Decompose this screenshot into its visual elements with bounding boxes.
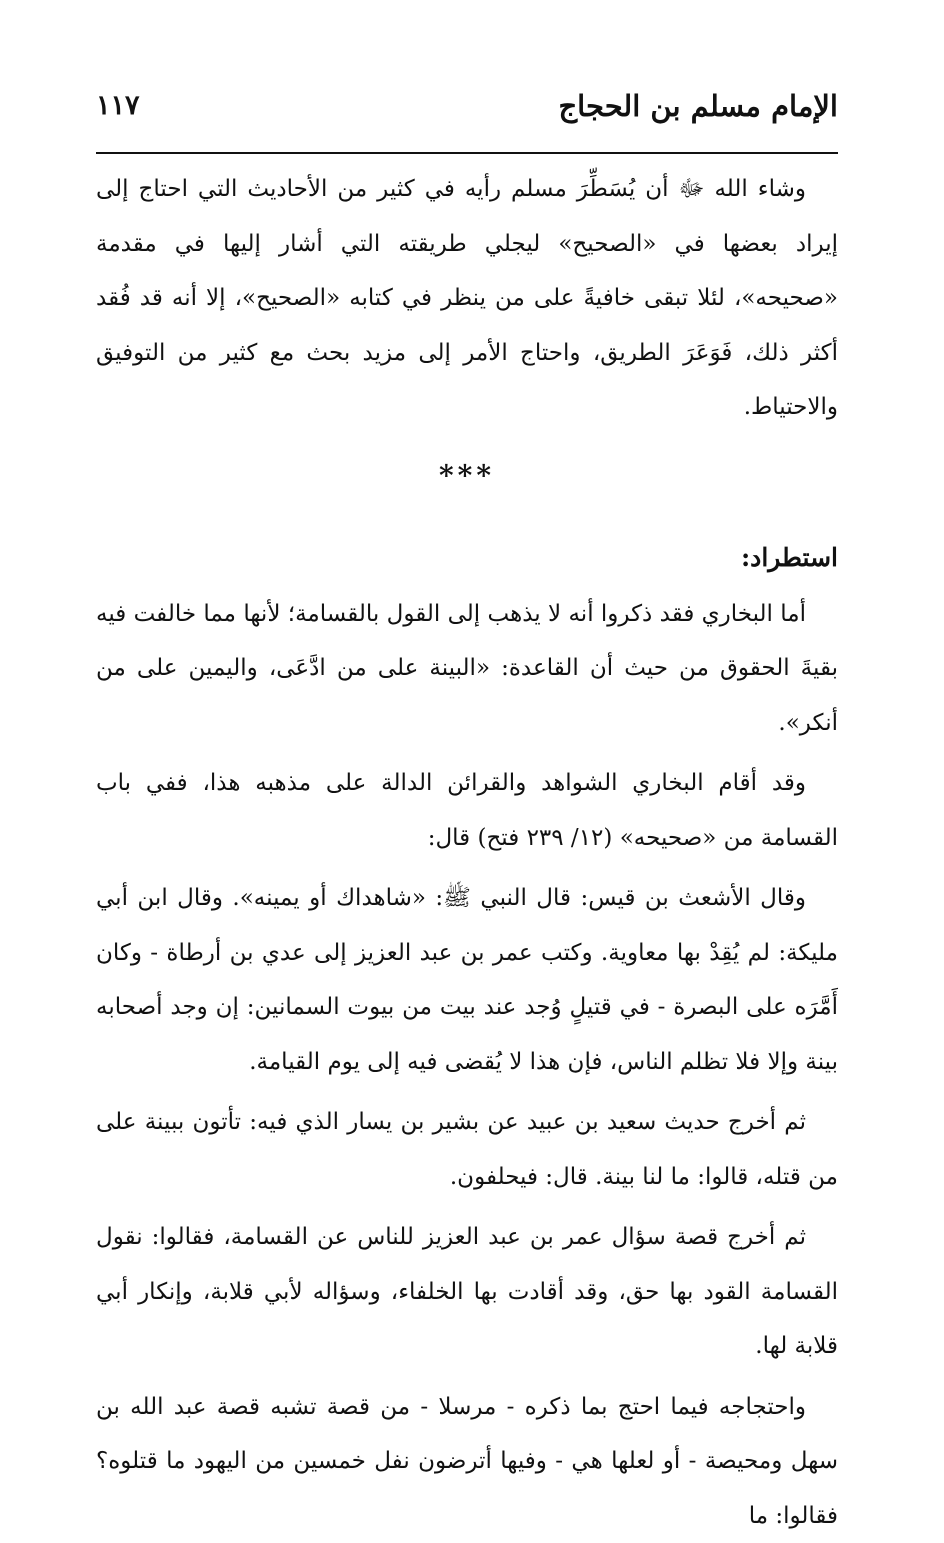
intro-paragraph: وشاء الله ﷻ أن يُسَطِّرَ مسلم رأيه في كثير من الأحاديث التي احتاج إلى إيراد بعضها في «الصحيح» ليجلي طريقته التي أشار إليها في مقدمة «صحيحه»، لئلا تبقى خافيةً على من ينظر في كتابه «الصحيح»، إلا أنه قد فُقد أكثر ذلك، فَوَعَرَ الطريق، واحتاج الأمر إلى مزيد بحث مع كثير من التوفيق والاحتياط. [96,162,838,435]
header-divider [96,152,838,154]
page-body [96,162,838,1543]
body-paragraph: وقد أقام البخاري الشواهد والقرائن الدالة على مذهبه هذا، ففي باب القسامة من «صحيحه» (١٢/ ٢٣٩ فتح) قال: [96,756,838,865]
body-paragraph: واحتجاجه فيما احتج بما ذكره - مرسلا - من قصة تشبه قصة عبد الله بن سهل ومحيصة - أو لعلها هي - وفيها أترضون نفل خمسين من اليهود ما قتلوه؟ فقالوا: ما [96,1380,838,1543]
body-paragraph: ثم أخرج قصة سؤال عمر بن عبد العزيز للناس عن القسامة، فقالوا: نقول القسامة القود بها حق، وقد أقادت بها الخلفاء، وسؤاله لأبي قلابة، وإنكار أبي قلابة لها. [96,1210,838,1374]
page-header [96,86,838,136]
running-title: الإمام مسلم بن الحجاج [558,86,838,126]
quoted-paragraph: وقال الأشعث بن قيس: قال النبي ﷺ: «شاهداك أو يمينه». وقال ابن أبي مليكة: لم يُقِدْ بها معاوية. وكتب عمر بن عبد العزيز إلى عدي بن أرطاة - وكان أَمَّرَه على البصرة - في قتيلٍ وُجد عند بيت من بيوت السمانين: إن وجد أصحابه بينة وإلا فلا تظلم الناس، فإن هذا لا يُقضى فيه إلى يوم القيامة. [96,871,838,1089]
section-heading: استطراد: [96,533,838,583]
page-number: ١١٧ [96,86,140,126]
body-paragraph: أما البخاري فقد ذكروا أنه لا يذهب إلى القول بالقسامة؛ لأنها مما خالفت فيه بقيةَ الحقوق من حيث أن القاعدة: «البينة على من ادَّعَى، واليمين على من أنكر». [96,587,838,751]
section-separator: *** [96,447,838,507]
body-paragraph: ثم أخرج حديث سعيد بن عبيد عن بشير بن يسار الذي فيه: تأتون ببينة على من قتله، قالوا: ما لنا بينة. قال: فيحلفون. [96,1095,838,1204]
